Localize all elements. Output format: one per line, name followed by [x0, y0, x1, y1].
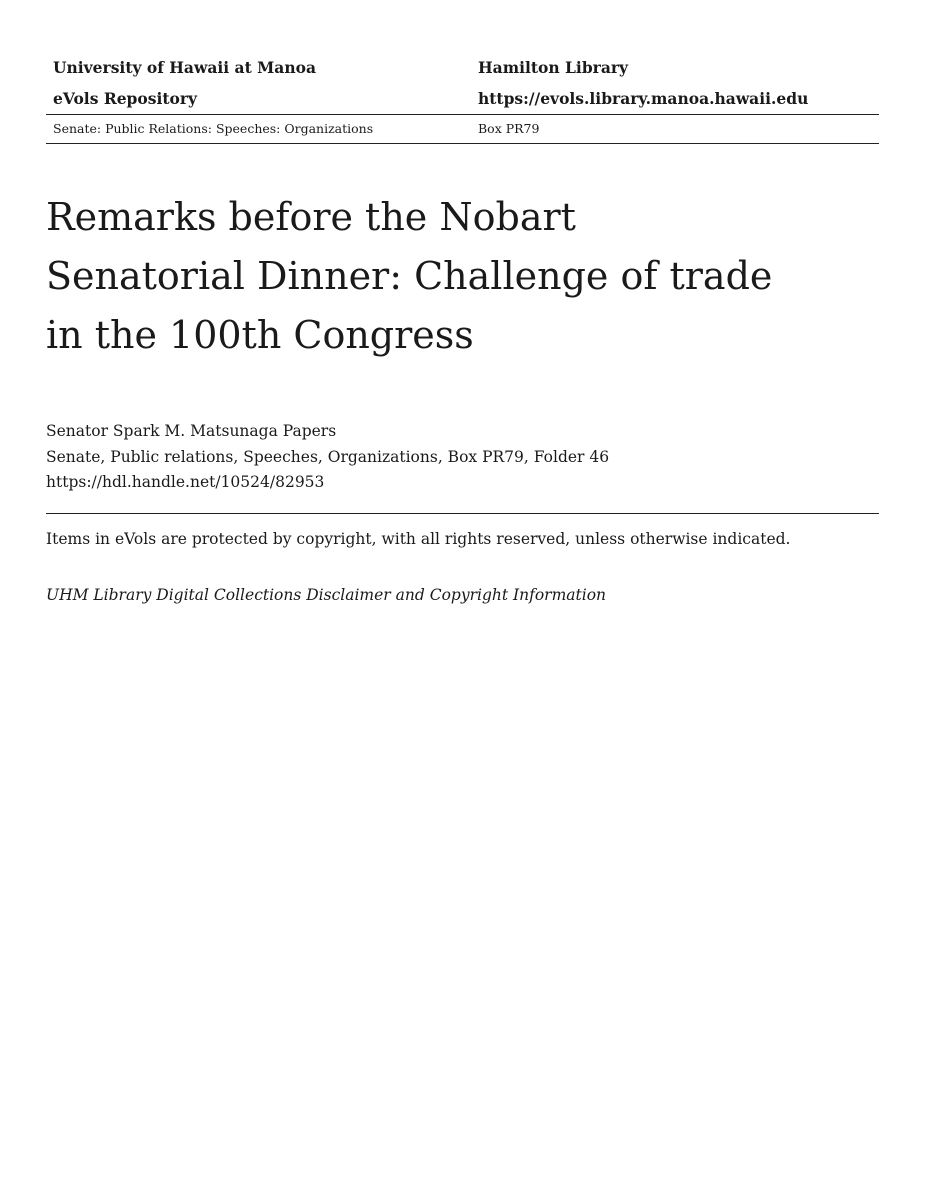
title-line: in the 100th Congress — [46, 313, 474, 357]
repository-url[interactable]: https://evols.library.manoa.hawaii.edu — [478, 89, 809, 108]
repository-name: eVols Repository — [53, 89, 198, 108]
box-label: Box PR79 — [478, 121, 540, 136]
folder-location: Senate, Public relations, Speeches, Organizations, Box PR79, Folder 46 — [46, 447, 610, 466]
header-row-1 — [46, 52, 879, 83]
title-line: Senatorial Dinner: Challenge of trade — [46, 254, 773, 298]
institution-name: University of Hawaii at Manoa — [53, 58, 316, 77]
document-title — [46, 188, 826, 365]
document-metadata — [46, 419, 609, 496]
disclaimer-link[interactable]: UHM Library Digital Collections Disclaimer and Copyright Information — [46, 586, 607, 604]
document-header — [46, 52, 879, 144]
collection-name: Senator Spark M. Matsunaga Papers — [46, 422, 337, 440]
title-line: Remarks before the Nobart — [46, 195, 576, 239]
header-row-3 — [46, 115, 879, 143]
header-rule-bottom — [46, 143, 879, 144]
library-name: Hamilton Library — [478, 58, 629, 77]
header-row-2 — [46, 83, 879, 114]
handle-link[interactable]: https://hdl.handle.net/10524/82953 — [46, 473, 325, 491]
section-divider — [46, 513, 879, 514]
rights-statement: Items in eVols are protected by copyright, with all rights reserved, unless otherwise indicated. — [46, 530, 791, 548]
collection-path: Senate: Public Relations: Speeches: Organizations — [53, 121, 374, 136]
